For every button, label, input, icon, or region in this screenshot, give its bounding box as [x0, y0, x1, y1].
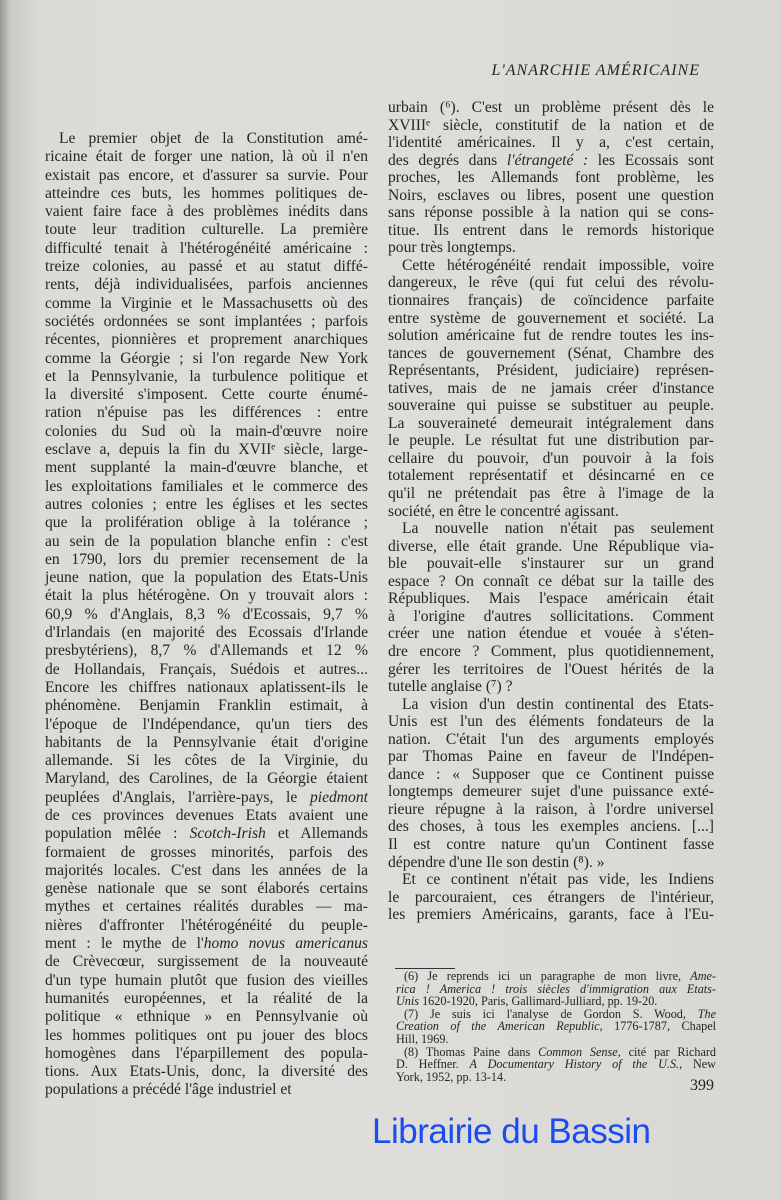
text-segment: rica ! America ! trois siècles d'immigration aux Etats-: [396, 981, 716, 996]
text-line: La souveraineté demeurait intégralement dans: [388, 414, 714, 432]
text-line: que la prolifération oblige à la tolérance ;: [45, 514, 368, 532]
text-line: totalement représentatif et désincarné en ce: [388, 467, 714, 485]
text-line: jeune nation, que la population des Etats-Unis: [45, 569, 368, 587]
text-line: Encore les chiffres nationaux aplatissent-ils le: [45, 678, 368, 696]
text-line: créer une nation étendue et vouée à s'éten-: [388, 625, 714, 643]
text-line: vaient faire face à des problèmes inédits dans: [45, 203, 368, 221]
text-line: tions. Aux Etats-Unis, donc, la diversité des: [45, 1063, 368, 1081]
text-line: comme la Virginie et le Massachusetts où des: [45, 294, 368, 312]
text-segment: , cité par Richard: [617, 1044, 717, 1059]
text-line: Noirs, esclaves ou libres, posent une question: [388, 186, 714, 204]
text-line: de Crèvecœur, surgissement de la nouveauté: [45, 953, 368, 971]
text-line: par Thomas Paine en faveur de l'Indépen-: [388, 748, 714, 766]
text-line: souveraine qui puisse se substituer au peuple.: [388, 397, 714, 415]
text-line: au sein de la population blanche enfin : c'est: [45, 532, 368, 550]
text-line: difficulté tenait à l'hétérogénéité américaine :: [45, 239, 368, 257]
text-line: presbytériens), 8,7 % d'Allemands et 12 %: [45, 642, 368, 660]
running-title: L'ANARCHIE AMÉRICAINE: [491, 62, 700, 79]
text-line: des choses, à tous les exemples anciens. [...]: [388, 818, 714, 836]
text-line: Hill, 1969.: [396, 1031, 449, 1046]
text-segment: Unis: [396, 994, 420, 1009]
text-line: autres colonies ; entre les églises et les sectes: [45, 495, 368, 513]
text-line: solution américaine fut de rendre toutes les ins-: [388, 327, 714, 345]
text-line: [45, 825, 368, 843]
text-segment: les Ecossais sont: [588, 151, 715, 169]
text-line: tances de gouvernement (Sénat, Chambre des: [388, 344, 714, 362]
text-line: cellaire du pouvoir, d'un pouvoir à la fois: [388, 449, 714, 467]
text-segment: , 1776-1787, Chapel: [599, 1019, 716, 1034]
text-line: dépendre d'une Ile son destin (⁸). »: [388, 853, 605, 871]
text-line: tatives, mais de ne jamais créer d'instance: [388, 379, 714, 397]
text-segment: (6) Je reprends ici un paragraphe de mon livre,: [404, 969, 691, 983]
text-line: populations a précédé l'âge industriel et: [45, 1081, 292, 1099]
text-line: récentes, pionnières et proprement anarchiques: [45, 331, 368, 349]
text-line: les premiers Américains, garants, face à l'Eu-: [388, 906, 714, 924]
text-line: XVIIIᵉ siècle, constitutif de la nation et de: [388, 116, 714, 134]
text-line: en 1790, lors du premier recensement de la: [45, 550, 368, 568]
text-line: dre encore ? Comment, plus quotidiennement,: [388, 642, 714, 660]
text-line: nation. C'était l'un des arguments employés: [388, 730, 714, 748]
text-line: les hommes politiques ont pu jouer des blocs: [45, 1026, 368, 1044]
text-line: comme la Géorgie ; si l'on regarde New York: [45, 349, 368, 367]
text-segment: Creation of the American Republic: [396, 1019, 600, 1034]
text-line: espace ? On connaît ce débat sur la taille des: [388, 572, 714, 590]
text-line: allemande. Si les côtes de la Virginie, du: [45, 752, 368, 770]
text-line: esclave a, depuis la fin du XVIIᵉ siècle, large-: [45, 441, 368, 459]
text-segment: homo novus americanus: [203, 935, 368, 953]
text-line: entre système de gouvernement et société. La: [388, 309, 714, 327]
text-segment: Scotch-Irish: [189, 825, 266, 843]
text-line: existait pas encore, et d'assurer sa survie. Pour: [45, 166, 368, 184]
text-line: Représentants, Président, judiciaire) représen-: [388, 362, 714, 380]
watermark-logo: Librairie du Bassin: [372, 1112, 651, 1151]
text-line: ration n'épuise pas les différences : entre: [45, 404, 368, 422]
text-segment: A Documentary History of the U.S.: [469, 1057, 680, 1072]
text-line: de ces provinces devenues Etats avaient une: [45, 806, 368, 824]
text-line: ble pouvait-elle s'instaurer sur un grand: [388, 555, 714, 573]
text-line: [45, 789, 368, 807]
text-segment: l'étrangeté :: [506, 151, 589, 169]
text-line: le peuple. Le résultat fut une distribution par-: [388, 432, 714, 450]
text-line: d'Irlandais (en majorité des Ecossais d'Irlande: [45, 624, 368, 642]
text-line: urbain (⁶). C'est un problème présent dès le: [388, 99, 714, 116]
text-line: humanités européennes, et la réalité de la: [45, 989, 368, 1007]
text-segment: , New: [679, 1057, 716, 1072]
text-line: rents, déjà individualisées, parfois anciennes: [45, 276, 368, 294]
text-segment: Common Sense: [538, 1044, 618, 1059]
text-line: Unis est l'un des éléments fondateurs de la: [388, 713, 714, 731]
text-line: sociétés ordonnées se sont implantées ; parfois: [45, 312, 368, 330]
text-line: Maryland, des Carolines, de la Géorgie étaient: [45, 770, 368, 788]
text-line: dance : « Supposer que ce Continent puisse: [388, 765, 714, 783]
text-line: nières d'affronter l'hétérogénéité du peuple-: [45, 916, 368, 934]
text-line: tutelle anglaise (⁷) ?: [388, 678, 513, 696]
text-line: La vision d'un destin continental des Etats-: [402, 695, 714, 713]
text-line: habitants de la Pennsylvanie était d'origine: [45, 733, 368, 751]
text-line: [388, 152, 714, 170]
text-line: ricaine était de forger une nation, là où il n'en: [45, 148, 368, 166]
text-line: l'identité américaines. Il y a, c'est certain,: [388, 134, 714, 152]
text-segment: piedmont: [309, 788, 368, 806]
right-text-column: [388, 99, 714, 924]
text-segment: (7) Je suis ici l'analyse de Gordon S. Wood,: [404, 1006, 698, 1021]
text-line: ment supplanté la main-d'œuvre blanche, et: [45, 459, 368, 477]
text-line: [396, 1058, 716, 1071]
text-line: majorités locales. C'est dans les années de la: [45, 861, 368, 879]
text-segment: ment : le mythe de l': [45, 935, 204, 953]
text-line: phénomène. Benjamin Franklin estimait, à: [45, 697, 368, 715]
text-line: et la Pennsylvanie, la turbulence politique et: [45, 367, 368, 385]
text-line: formaient de grosses minorités, parfois des: [45, 843, 368, 861]
text-line: genèse nationale que se sont élaborés certains: [45, 880, 368, 898]
text-line: La nouvelle nation n'était pas seulement: [402, 520, 714, 538]
text-segment: D. Heffner.: [396, 1057, 470, 1072]
text-line: politique « ethnique » en Pennsylvanie où: [45, 1008, 368, 1026]
text-line: société, en être le concentré agissant.: [388, 502, 619, 520]
text-line: [45, 935, 368, 953]
text-segment: des degrés dans: [388, 151, 507, 169]
text-line: le parcouraient, ces étrangers de l'intérieur,: [388, 888, 714, 906]
text-line: longtemps demeurer sujet d'une puissance exté-: [388, 783, 714, 801]
page-number: 399: [690, 1077, 714, 1094]
text-line: les exploitations familiales et le commerce des: [45, 477, 368, 495]
text-line: tionnaires français) de coïncidence parfaite: [388, 292, 714, 310]
text-segment: peuplées d'Anglais, l'arrière-pays, le: [45, 788, 310, 806]
text-line: d'un type humain plutôt que fusion des vieilles: [45, 971, 368, 989]
text-line: rieure répugne à la raison, à l'ordre universel: [388, 800, 714, 818]
footnotes: [396, 970, 716, 1083]
text-segment: et Allemands: [265, 825, 368, 843]
text-line: toute leur tradition culturelle. La première: [45, 221, 368, 239]
text-line: l'époque de l'Indépendance, qu'un tiers des: [45, 715, 368, 733]
text-line: Et ce continent n'était pas vide, les Indiens: [402, 871, 714, 889]
text-segment: population mêlée :: [45, 825, 190, 843]
text-line: dangereux, le rêve (qui fut celui des révolu-: [388, 274, 714, 292]
text-line: de Hollandais, Français, Suédois et autres...: [45, 660, 368, 678]
text-line: sans réponse possible à la nation qui se cons-: [388, 204, 714, 222]
text-line: mythes et certaines réalités durables — ma-: [45, 898, 368, 916]
text-line: proches, les Allemands font problème, les: [388, 169, 714, 187]
text-line: homogènes dans l'éparpillement des popula-: [45, 1044, 368, 1062]
text-line: la diversité s'imposent. Cette courte énumé-: [45, 386, 368, 404]
text-line: titue. Ils entrent dans le remords historique: [388, 221, 714, 239]
left-text-column: [45, 130, 368, 1100]
text-line: atteindre ces buts, les hommes politiques de-: [45, 184, 368, 202]
text-line: Cette hétérogénéité rendait impossible, voire: [402, 256, 714, 274]
text-line: York, 1952, pp. 13-14.: [396, 1069, 507, 1084]
text-line: Le premier objet de la Constitution amé-: [59, 130, 368, 147]
text-line: diverse, elle était grande. Une République via-: [388, 537, 714, 555]
text-line: à l'origine d'autres sollicitations. Comment: [388, 607, 714, 625]
text-line: était la plus hétérogène. On y trouvait alors :: [45, 587, 368, 605]
text-line: treize colonies, au passé et au statut diffé-: [45, 258, 368, 276]
text-line: Républiques. Mais l'espace américain était: [388, 590, 714, 608]
text-line: 60,9 % d'Anglais, 8,3 % d'Ecossais, 9,7 %: [45, 605, 368, 623]
text-segment: Ame-: [690, 969, 716, 983]
text-segment: 1620-1920, Paris, Gallimard-Julliard, pp. 19-20.: [419, 994, 658, 1009]
text-line: Il est contre nature qu'un Continent fasse: [388, 835, 714, 853]
text-segment: (8) Thomas Paine dans: [404, 1044, 539, 1059]
text-line: colonies du Sud où la main-d'œuvre noire: [45, 422, 368, 440]
text-line: qu'il ne prétendait pas être à l'image de la: [388, 485, 714, 503]
text-line: gérer les territoires de l'Ouest hérités de la: [388, 660, 714, 678]
text-segment: The: [697, 1006, 716, 1021]
text-line: pour très longtemps.: [388, 239, 516, 257]
